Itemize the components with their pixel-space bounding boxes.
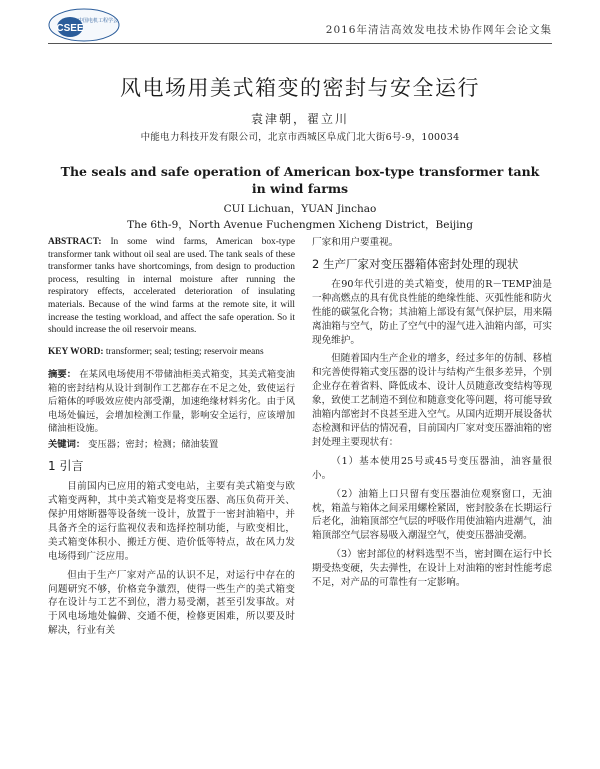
- section-1-paragraph: 但由于生产厂家对产品的认识不足，对运行中存在的问题研究不够，价格竞争激烈，使得一些生产的美式箱变存在设计与工艺不到位，潜力易受潮，甚至引发事故。对于风电场地处偏僻、交通不便，检修更困难，所以要及时解决，行业有关: [48, 569, 295, 637]
- keyword-label-zh: 关键词：: [48, 439, 86, 451]
- section-1-paragraph: 目前国内已应用的箱式变电站，主要有美式箱变与欧式箱变两种，其中美式箱变是将变压器、高压负荷开关、保护用熔断器等设备统一设计，放置于一密封油箱中，并具备齐全的运行监视仪表和选择控制功能，与欧变相比，美式箱变体积小、搬迁方便、造价低等特点，故在风力发电场得到广泛应用。: [48, 481, 295, 562]
- header-divider: [48, 43, 552, 44]
- section-2-paragraph: 但随着国内生产企业的增多，经过多年的仿制、移植和完善使得箱式变压器的设计与结构产生很多差异，个别企业存在着省料、降低成本、设计人员随意改变结构等现象，致使工艺制造不到位和随意变化等问题，将可能导致油箱内部密封不良甚至进入空气。从国内近期开展设备状态检测和评估的情况看，目前国内厂家对变压器油箱的密封处理主要现状有：: [312, 353, 552, 448]
- csee-logo: [48, 8, 120, 42]
- section-2-list-item: （2）油箱上口只留有变压器油位观察窗口，无油枕，箱盖与箱体之间采用螺栓紧固，密封胶条在长期运行后老化，油箱顶部空气层的呼吸作用使油箱内进潮气，油箱顶部空气层容易吸入潮湿空气，使变压器油受潮。: [312, 488, 552, 542]
- continuation-text: 厂家和用户要重视。: [312, 237, 399, 248]
- keywords-en: [48, 346, 295, 359]
- keywords-zh: [48, 438, 295, 452]
- paper-title-zh: 风电场用美式箱变的密封与安全运行: [120, 76, 480, 100]
- abstract-label-zh: 摘要：: [48, 369, 77, 381]
- paper-title-en: The seals and safe operation of American box-type transformer tank in wind farms: [60, 164, 540, 196]
- section-1-heading: 1 引言: [48, 459, 84, 474]
- affiliation-zh: 中能电力科技开发有限公司，北京市西城区阜成门北大街6号-9，100034: [140, 132, 460, 143]
- right-column: [312, 236, 552, 590]
- section-2-list-item: （1）基本使用25号或45号变压器油，油容量很小。: [312, 455, 552, 481]
- affiliation-en: The 6th-9，North Avenue Fuchengmen Xicheng District，Beijing: [127, 219, 473, 231]
- authors-zh: 袁津朝，翟立川: [250, 112, 349, 126]
- conference-header: 2016年清洁高效发电技术协作网年会论文集: [325, 24, 552, 36]
- abstract-text-zh: 在某风电场使用不带储油柜美式箱变，其美式箱变油箱的密封结构从设计到制作工艺都存在不足之处，致使运行后箱体的呼吸效应使内部受潮，加速绝缘材料劣化。由于风电场处偏远，会增加检测工作量，影响安全运行，应该增加储油柜设施。: [48, 369, 295, 434]
- logo-abbr: CSEE: [56, 23, 84, 34]
- abstract-en: [48, 236, 295, 337]
- keyword-text-en: transformer; seal; testing; reservoir means: [105, 346, 264, 357]
- left-column: [48, 236, 295, 638]
- section-2-list-item: （3）密封部位的材料选型不当，密封圈在运行中长期受热变硬，失去弹性，在设计上对油箱的密封性能考虑不足，对产品的可靠性有一定影响。: [312, 549, 552, 589]
- keyword-text-zh: 变压器；密封；检测；储油装置: [88, 439, 219, 451]
- authors-en: CUI Lichuan，YUAN Jinchao: [223, 203, 377, 215]
- abstract-text-en: In some wind farms, American box-type transformer tank without oil seal are used. The tank seals of these transformer tanks have shortcomings, from design to production process, resulting in internal moisture after running the respiratory effects, accelerated deterioration of insulating materials. Because of the wind farms at the remote site, it will increase the testing workload, and affect the safe operation. So it should increase the oil reservoir means.: [48, 237, 295, 336]
- abstract-zh: [48, 368, 295, 435]
- section-2-heading: 2 生产厂家对变压器箱体密封处理的现状: [312, 256, 519, 271]
- abstract-label-en: ABSTRACT:: [48, 237, 102, 247]
- keyword-label-en: KEY WORD:: [48, 346, 104, 357]
- logo-text: 中国电机工程学会: [77, 18, 119, 24]
- section-2-paragraph: 在90年代引进的美式箱变，使用的R－TEMP油是一种高燃点的具有优良性能的绝缘性能、灭弧性能和防火性能的碳氢化合物；其油箱上部设有氮气保护层，用来隔离油箱与空气，防止了空气中的湿气进入油箱内部，可实现免维护。: [312, 278, 552, 346]
